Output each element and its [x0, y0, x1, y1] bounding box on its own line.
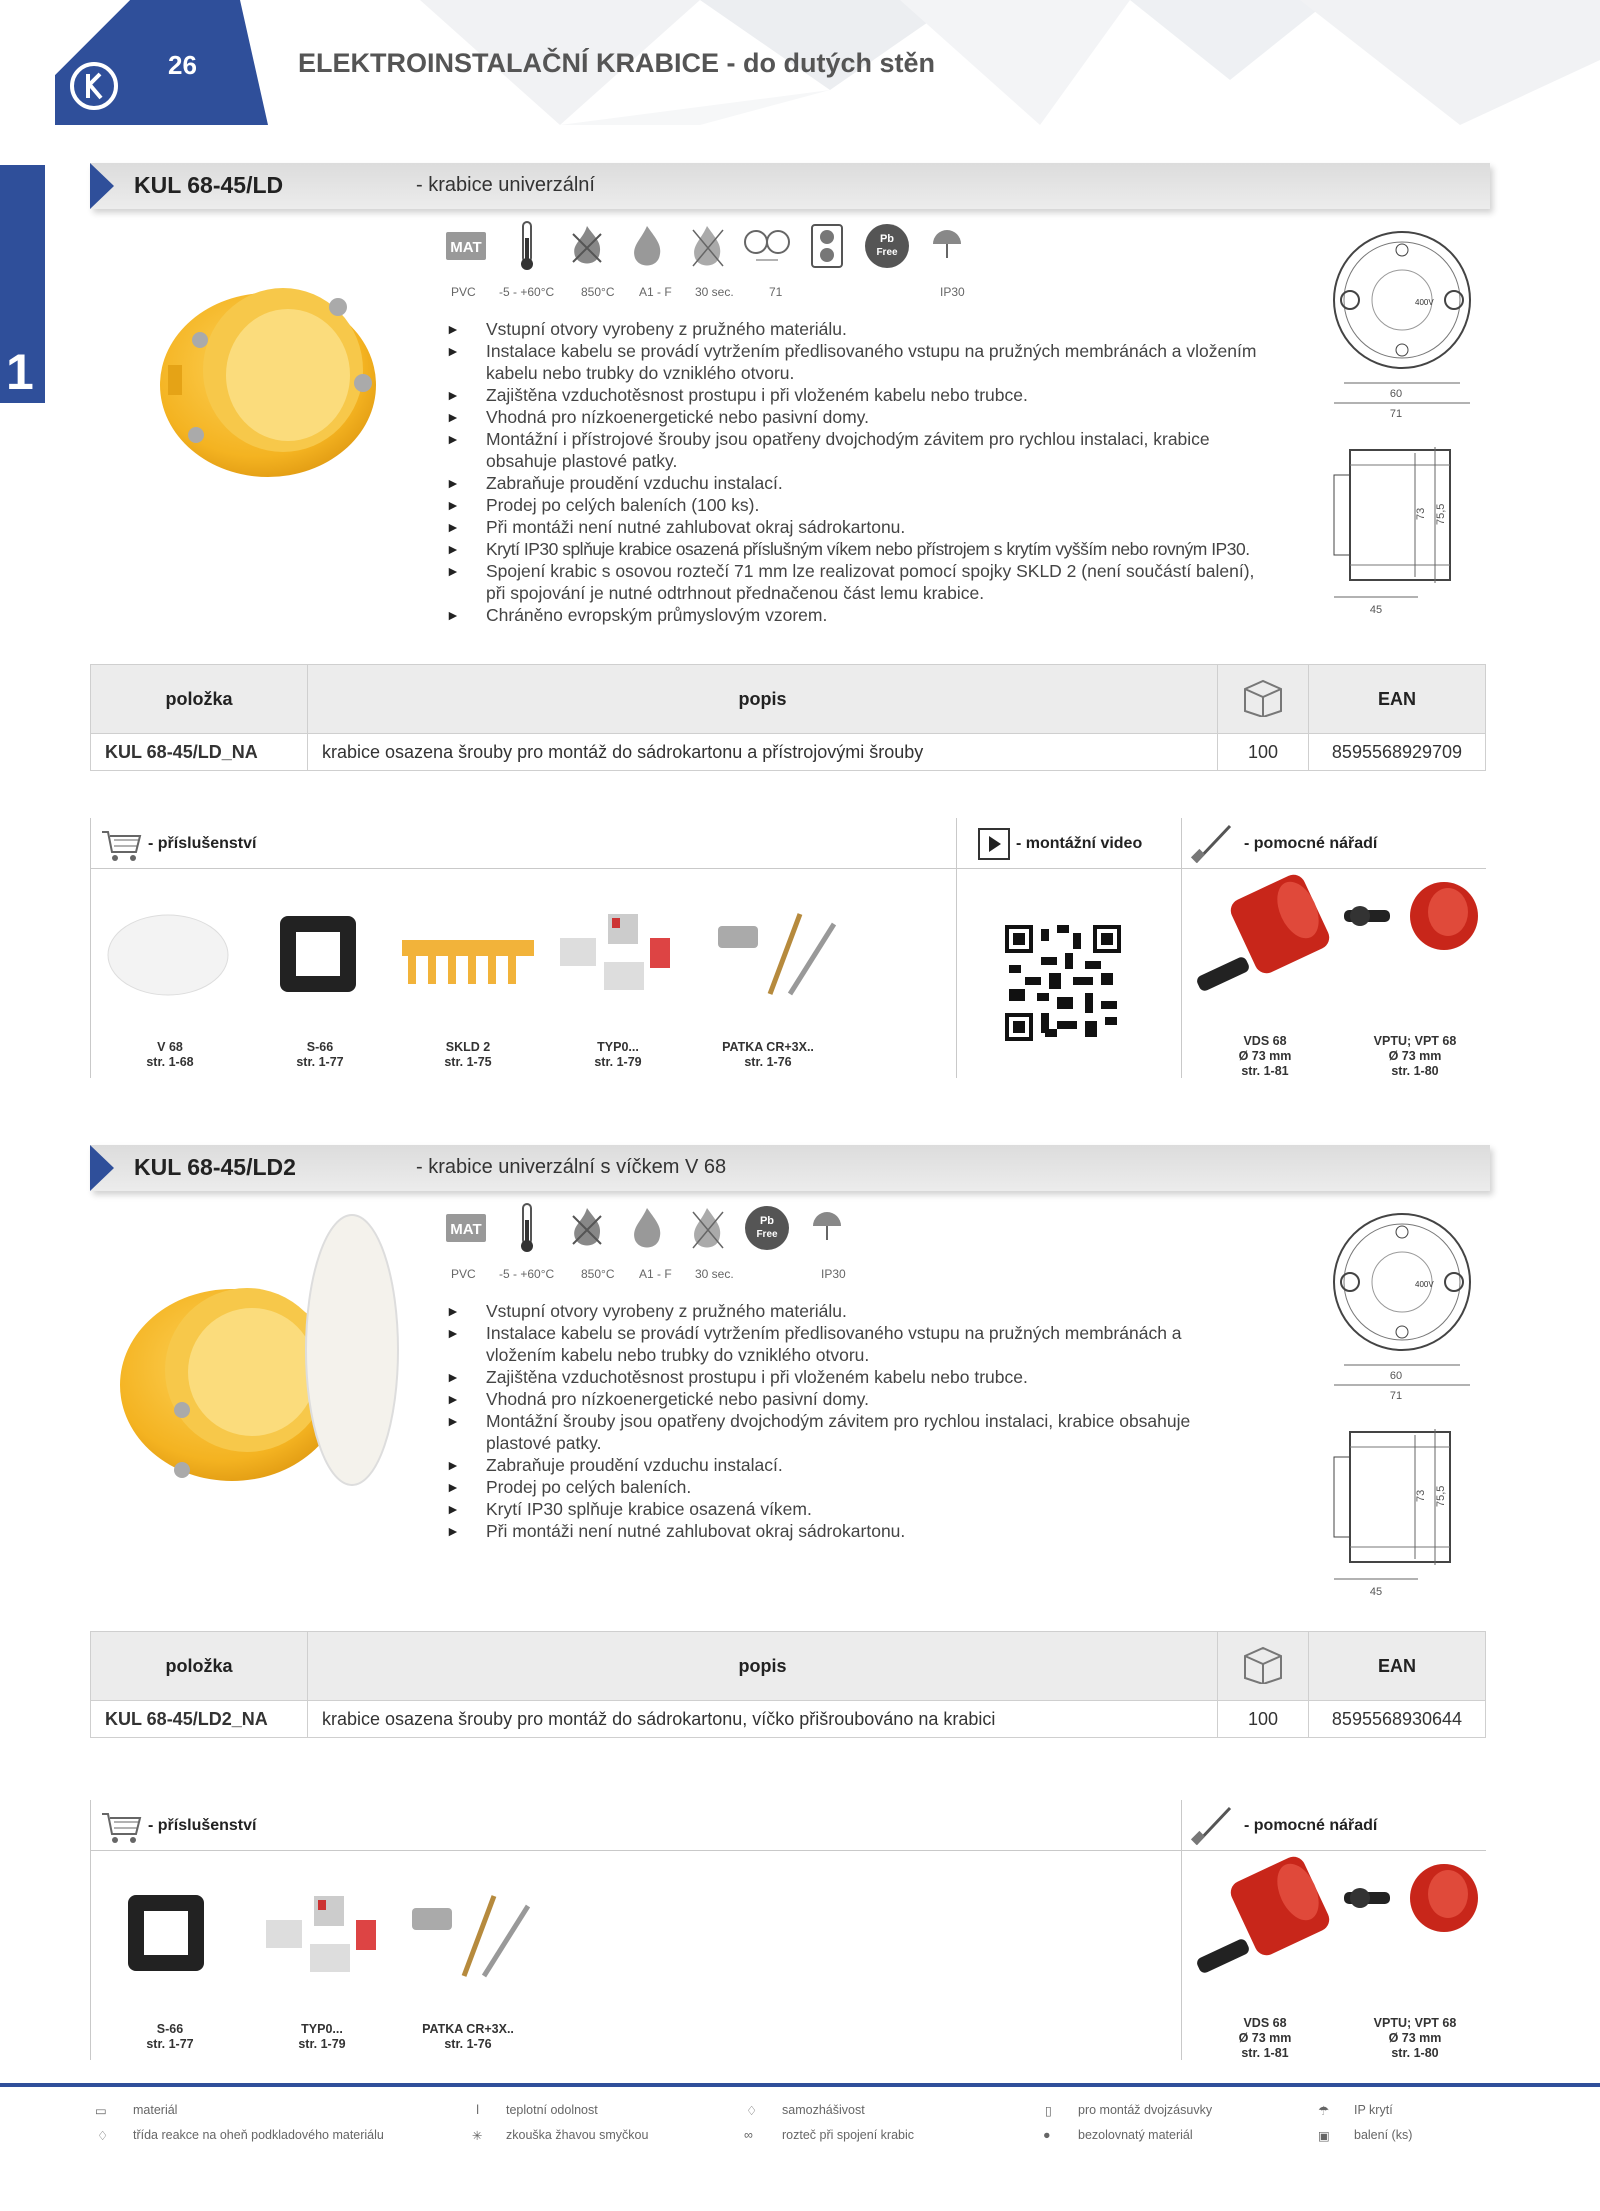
page-title: ELEKTROINSTALAČNÍ KRABICE - do dutých stěn	[298, 48, 935, 78]
accessory-name: V 68	[157, 1040, 183, 1054]
tool-name: VDS 68	[1243, 2016, 1287, 2030]
icon-label: -5 - +60°C	[499, 1267, 555, 1281]
accessory-name: SKLD 2	[445, 1040, 491, 1054]
property-icons	[437, 1202, 857, 1254]
table-row	[91, 734, 1486, 771]
tool-image-hole-saw-set	[1340, 880, 1480, 960]
column-header-item: položka	[91, 1632, 308, 1701]
tool-name: VPTU; VPT 68	[1373, 2016, 1457, 2030]
legend-glow-wire-icon: ✳	[472, 2129, 483, 2143]
feature-list	[446, 318, 1266, 626]
tool-ref: str. 1-80	[1391, 2046, 1439, 2060]
dimension-label: 75,5	[1435, 503, 1447, 525]
list-item: ► Chráněno evropským průmyslovým vzorem.	[446, 604, 1266, 626]
dimension-label: 45	[1369, 604, 1383, 616]
accessories-header	[100, 826, 256, 862]
list-item: ► Zabraňuje proudění vzduchu instalací.	[446, 472, 1266, 494]
tool-ref: str. 1-80	[1391, 1064, 1439, 1078]
flame-class-icon	[617, 220, 677, 272]
icon-label: 71	[769, 285, 783, 299]
legend-item: balení (ks)	[1354, 2128, 1413, 2142]
icon-label: 850°C	[581, 285, 615, 299]
chapter-tab	[0, 165, 45, 403]
icon-label: IP30	[821, 1267, 846, 1281]
accessory-ref: str. 1-77	[296, 1055, 344, 1069]
accessory-name: PATKA CR+3X..	[422, 2022, 514, 2036]
ip-rating-icon	[797, 1202, 857, 1254]
product-code: KUL 68-45/LD	[134, 172, 284, 198]
column-header-description: popis	[308, 1632, 1218, 1701]
tool-size: Ø 73 mm	[1388, 1049, 1442, 1063]
voltage-label: 400V	[1415, 298, 1434, 307]
accessory-caption	[408, 1040, 528, 1070]
table-row	[91, 1701, 1486, 1738]
accessory-ref: str. 1-77	[146, 2037, 194, 2051]
double-socket-icon	[797, 220, 857, 272]
qr-code[interactable]	[1005, 925, 1121, 1041]
item-code: KUL 68-45/LD2_NA	[91, 1701, 308, 1738]
accessory-ref: str. 1-79	[298, 2037, 346, 2051]
item-quantity: 100	[1218, 1701, 1309, 1738]
tools-header	[1190, 1804, 1377, 1848]
property-labels	[437, 285, 997, 303]
legend-item: teplotní odolnost	[506, 2103, 598, 2117]
legend-item: materiál	[133, 2103, 178, 2117]
tool-image-hole-saw	[1190, 870, 1330, 1000]
accessory-caption	[408, 2022, 528, 2052]
self-extinguish-icon	[677, 220, 737, 272]
legend-thermometer-icon: ǀ	[476, 2103, 480, 2117]
glow-wire-icon	[557, 1202, 617, 1254]
legend-ip-icon: ☂	[1318, 2104, 1330, 2118]
tools-header	[1190, 822, 1377, 866]
screwdriver-icon	[1190, 1804, 1236, 1848]
legend-extinguish-icon: ♢	[746, 2104, 758, 2118]
box-spacing-icon	[737, 220, 797, 272]
lead-free-icon	[857, 220, 917, 272]
product-description: - krabice univerzální s víčkem V 68	[416, 1156, 727, 1178]
tool-size: Ø 73 mm	[1238, 2031, 1292, 2045]
item-ean: 8595568930644	[1309, 1701, 1486, 1738]
accessory-caption	[558, 1040, 678, 1070]
cart-icon	[100, 1808, 144, 1844]
play-icon[interactable]	[978, 828, 1010, 860]
accessory-ref: str. 1-76	[444, 2037, 492, 2051]
glow-wire-icon	[557, 220, 617, 272]
accessory-name: TYP0...	[301, 2022, 343, 2036]
accessory-caption	[110, 2022, 230, 2052]
accessory-name: S-66	[156, 2022, 184, 2036]
list-item: ► Zabraňuje proudění vzduchu instalací.	[446, 1454, 1236, 1476]
tools-title: - pomocné nářadí	[1244, 1817, 1378, 1834]
accessory-ref: str. 1-76	[744, 1055, 792, 1069]
icon-label: 30 sec.	[695, 285, 734, 299]
accessory-ref: str. 1-75	[444, 1055, 492, 1069]
tool-name: VPTU; VPT 68	[1373, 1034, 1457, 1048]
list-item: ► Krytí IP30 splňuje krabice osazená příslušným víkem nebo přístrojem s krytím vyšším nebo rovným IP30.	[446, 538, 1266, 560]
accessory-caption	[708, 1040, 828, 1070]
svg-text:Pb: Pb	[879, 233, 895, 245]
icon-label: PVC	[451, 1267, 476, 1281]
logo-k-icon	[74, 66, 114, 106]
bar-arrow-icon	[90, 163, 114, 209]
legend-flame-icon: ♢	[97, 2129, 109, 2143]
accessory-name: PATKA CR+3X..	[722, 1040, 814, 1054]
column-header-ean: EAN	[1309, 1632, 1486, 1701]
accessory-image-frame	[270, 906, 366, 1002]
list-item: ► Vstupní otvory vyrobeny z pružného materiálu.	[446, 318, 1266, 340]
accessory-caption	[260, 1040, 380, 1070]
product-title-bar	[90, 1145, 1490, 1191]
technical-drawing	[1320, 1207, 1480, 1607]
column-header-description: popis	[308, 665, 1218, 734]
dimension-label: 71	[1389, 1390, 1403, 1402]
dimension-label: 75,5	[1435, 1485, 1447, 1507]
tool-name: VDS 68	[1243, 1034, 1287, 1048]
dimension-label: 45	[1369, 1586, 1383, 1598]
legend-item: samozhášivost	[782, 2103, 865, 2117]
tool-image-hole-saw	[1190, 1852, 1330, 1982]
tool-size: Ø 73 mm	[1238, 1049, 1292, 1063]
accessory-caption	[110, 1040, 230, 1070]
item-description: krabice osazena šrouby pro montáž do sádrokartonu, víčko přišroubováno na krabici	[308, 1701, 1218, 1738]
video-title: - montážní video	[1016, 835, 1143, 852]
list-item: ► Vhodná pro nízkoenergetické nebo pasivní domy.	[446, 406, 1266, 428]
bar-arrow-icon	[90, 1145, 114, 1191]
accessory-image-terminals	[262, 1890, 382, 1980]
lead-free-icon	[737, 1202, 797, 1254]
property-icons	[437, 220, 977, 272]
tool-caption	[1205, 2016, 1325, 2061]
list-item: ► Krytí IP30 splňuje krabice osazená víkem.	[446, 1498, 1236, 1520]
icon-label: A1 - F	[639, 1267, 672, 1281]
item-ean: 8595568929709	[1309, 734, 1486, 771]
product-table	[90, 664, 1486, 771]
tool-size: Ø 73 mm	[1388, 2031, 1442, 2045]
item-quantity: 100	[1218, 734, 1309, 771]
dimension-label: 73	[1415, 1489, 1427, 1502]
dimension-label: 60	[1389, 1370, 1403, 1382]
tool-caption	[1205, 1034, 1325, 1079]
legend-spacing-icon: ∞	[744, 2128, 753, 2142]
icon-label: 850°C	[581, 1267, 615, 1281]
accessory-caption	[262, 2022, 382, 2052]
column-header-item: položka	[91, 665, 308, 734]
tools-title: - pomocné nářadí	[1244, 835, 1378, 852]
product-title-bar	[90, 163, 1490, 209]
accessory-name: S-66	[306, 1040, 334, 1054]
voltage-label: 400V	[1415, 1280, 1434, 1289]
svg-text:Free: Free	[876, 247, 898, 258]
icon-label: -5 - +60°C	[499, 285, 555, 299]
legend-item: třída reakce na oheň podkladového materiálu	[133, 2128, 384, 2142]
icon-label: IP30	[940, 285, 965, 299]
item-description: krabice osazena šrouby pro montáž do sádrokartonu a přístrojovými šrouby	[308, 734, 1218, 771]
footer-divider	[0, 2083, 1600, 2087]
list-item: ► Při montáži není nutné zahlubovat okraj sádrokartonu.	[446, 1520, 1236, 1542]
tool-caption	[1355, 1034, 1475, 1079]
tool-image-hole-saw-set	[1340, 1862, 1480, 1942]
legend-lead-free-icon: ●	[1043, 2128, 1051, 2142]
legend-item: bezolovnatý materiál	[1078, 2128, 1193, 2142]
tool-ref: str. 1-81	[1241, 1064, 1289, 1078]
page-subtitle: - do dutých stěn	[719, 48, 935, 78]
accessories-title: - příslušenství	[148, 835, 257, 852]
accessory-image-lid	[106, 910, 230, 1000]
svg-text:Free: Free	[756, 1229, 778, 1240]
product-code: KUL 68-45/LD2	[134, 1154, 296, 1180]
property-labels	[437, 1267, 897, 1285]
legend	[0, 2095, 1600, 2155]
list-item: ► Montážní šrouby jsou opatřeny dvojchodým závitem pro rychlou instalaci, krabice obsahuje plastové patky.	[446, 1410, 1236, 1454]
dimension-label: 60	[1389, 388, 1403, 400]
thermometer-icon	[497, 1202, 557, 1254]
column-header-package	[1218, 1632, 1309, 1701]
list-item: ► Vstupní otvory vyrobeny z pružného materiálu.	[446, 1300, 1236, 1322]
dimension-label: 73	[1415, 507, 1427, 520]
list-item: ► Prodej po celých baleních (100 ks).	[446, 494, 1266, 516]
list-item: ► Zajištěna vzduchotěsnost prostupu i při vloženém kabelu nebo trubce.	[446, 1366, 1236, 1388]
chapter-number: 1	[6, 344, 34, 400]
cart-icon	[100, 826, 144, 862]
accessory-image-connector	[398, 920, 538, 990]
ip-rating-icon	[917, 220, 977, 272]
tool-caption	[1355, 2016, 1475, 2061]
video-header	[978, 828, 1142, 860]
list-item: ► Vhodná pro nízkoenergetické nebo pasivní domy.	[446, 1388, 1236, 1410]
package-icon	[1239, 1644, 1287, 1684]
material-icon	[437, 220, 497, 272]
item-code: KUL 68-45/LD_NA	[91, 734, 308, 771]
accessory-name: TYP0...	[597, 1040, 639, 1054]
product-description: - krabice univerzální	[416, 174, 595, 196]
accessory-ref: str. 1-68	[146, 1055, 194, 1069]
accessory-image-frame	[118, 1885, 214, 1981]
product-photo	[112, 1210, 412, 1530]
svg-text:MAT: MAT	[450, 239, 482, 256]
accessory-image-feet	[710, 904, 850, 1004]
page-number: 26	[168, 50, 197, 80]
thermometer-icon	[497, 220, 557, 272]
legend-item: pro montáž dvojzásuvky	[1078, 2103, 1213, 2117]
technical-drawing	[1320, 225, 1480, 625]
legend-socket-icon: ▯	[1045, 2104, 1052, 2118]
legend-item: rozteč při spojení krabic	[782, 2128, 915, 2142]
svg-text:Pb: Pb	[759, 1215, 775, 1227]
self-extinguish-icon	[677, 1202, 737, 1254]
accessories-header	[100, 1808, 256, 1844]
icon-label: PVC	[451, 285, 476, 299]
legend-material-icon: ▭	[95, 2104, 107, 2118]
material-icon	[437, 1202, 497, 1254]
brand-logo	[70, 62, 118, 110]
product-photo	[148, 255, 388, 485]
list-item: ► Instalace kabelu se provádí vytržením předlisovaného vstupu na pružných membránách a vložením kabelu nebo trubky do vzniklého otvoru.	[446, 340, 1266, 384]
accessory-ref: str. 1-79	[594, 1055, 642, 1069]
column-header-ean: EAN	[1309, 665, 1486, 734]
accessories-title: - příslušenství	[148, 1817, 257, 1834]
accessory-image-feet	[404, 1886, 544, 1986]
flame-class-icon	[617, 1202, 677, 1254]
dimension-label: 71	[1389, 408, 1403, 420]
legend-item: IP krytí	[1354, 2103, 1393, 2117]
tool-ref: str. 1-81	[1241, 2046, 1289, 2060]
list-item: ► Montážní i přístrojové šrouby jsou opatřeny dvojchodým závitem pro rychlou instalaci, krabice obsahuje plastové patky.	[446, 428, 1266, 472]
list-item: ► Instalace kabelu se provádí vytržením předlisovaného vstupu na pružných membránách a vložením kabelu nebo trubky do vzniklého otvoru.	[446, 1322, 1236, 1366]
svg-text:MAT: MAT	[450, 1221, 482, 1238]
column-header-package	[1218, 665, 1309, 734]
legend-package-icon: ▣	[1318, 2129, 1330, 2143]
product-table	[90, 1631, 1486, 1738]
list-item: ► Spojení krabic s osovou roztečí 71 mm lze realizovat pomocí spojky SKLD 2 (není součástí balení), při spojování je nutné odtrhnout přednačenou část lemu krabice.	[446, 560, 1266, 604]
accessory-image-terminals	[556, 908, 676, 998]
feature-list	[446, 1300, 1236, 1542]
list-item: ► Při montáži není nutné zahlubovat okraj sádrokartonu.	[446, 516, 1266, 538]
legend-item: zkouška žhavou smyčkou	[506, 2128, 649, 2142]
screwdriver-icon	[1190, 822, 1236, 866]
package-icon	[1239, 677, 1287, 717]
icon-label: A1 - F	[639, 285, 672, 299]
list-item: ► Zajištěna vzduchotěsnost prostupu i při vloženém kabelu nebo trubce.	[446, 384, 1266, 406]
icon-label: 30 sec.	[695, 1267, 734, 1281]
list-item: ► Prodej po celých baleních.	[446, 1476, 1236, 1498]
